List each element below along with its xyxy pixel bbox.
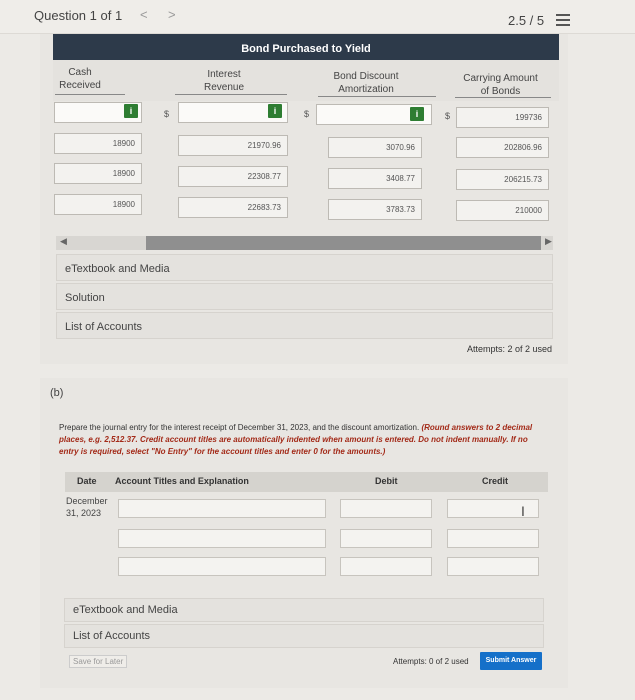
cash-cell[interactable]: 18900	[54, 133, 142, 154]
list-of-accounts-panel[interactable]: List of Accounts	[56, 312, 553, 339]
interest-cell[interactable]: 22683.73	[178, 197, 288, 218]
question-label: Question 1 of 1	[34, 8, 123, 23]
list-icon[interactable]	[556, 14, 570, 28]
debit-column-header: Debit	[375, 476, 398, 486]
top-bar	[0, 0, 635, 34]
info-icon[interactable]: i	[410, 107, 424, 121]
credit-input[interactable]	[447, 499, 539, 518]
currency-symbol: $	[304, 109, 310, 119]
credit-input[interactable]	[447, 529, 539, 548]
debit-input[interactable]	[340, 529, 432, 548]
attempts-text: Attempts: 0 of 2 used	[393, 657, 469, 666]
account-title-input[interactable]	[118, 557, 326, 576]
scroll-left-icon[interactable]: ◀	[60, 236, 67, 246]
divider	[55, 94, 125, 95]
amortization-cell[interactable]: 3408.77	[328, 168, 422, 189]
debit-input[interactable]	[340, 499, 432, 518]
debit-input[interactable]	[340, 557, 432, 576]
account-column-header: Account Titles and Explanation	[115, 476, 249, 486]
carrying-cell[interactable]: 199736	[456, 107, 549, 128]
journal-header	[65, 472, 548, 492]
submit-answer-button[interactable]: Submit Answer	[480, 652, 542, 670]
next-question-button[interactable]: >	[168, 7, 176, 22]
column-header-cash: Cash Received	[59, 67, 101, 91]
scrollbar-thumb[interactable]	[146, 236, 541, 250]
text-cursor-icon: I	[521, 503, 525, 519]
divider	[318, 96, 436, 97]
score-display: 2.5 / 5	[508, 13, 545, 28]
amortization-cell[interactable]: 3070.96	[328, 137, 422, 158]
divider	[455, 97, 551, 98]
etextbook-panel[interactable]: eTextbook and Media	[64, 598, 544, 622]
attempts-text: Attempts: 2 of 2 used	[467, 344, 553, 354]
column-header-interest: Interest Revenue	[203, 69, 245, 93]
prev-question-button[interactable]: <	[140, 7, 148, 22]
scroll-right-icon[interactable]: ▶	[545, 236, 552, 246]
carrying-cell[interactable]: 206215.73	[456, 169, 549, 190]
account-title-input[interactable]	[118, 499, 326, 518]
entry-date: December 31, 2023	[66, 496, 108, 518]
carrying-cell[interactable]: 202806.96	[456, 137, 549, 158]
date-column-header: Date	[77, 476, 97, 486]
column-header-carrying: Carrying Amount of Bonds	[463, 73, 538, 97]
column-header-amortization: Bond Discount Amortization	[333, 71, 399, 95]
etextbook-panel[interactable]: eTextbook and Media	[56, 254, 553, 281]
info-icon[interactable]: i	[124, 104, 138, 118]
interest-cell[interactable]: 22308.77	[178, 166, 288, 187]
currency-symbol: $	[164, 109, 170, 119]
account-title-input[interactable]	[118, 529, 326, 548]
instructions: Prepare the journal entry for the interest receipt of December 31, 2023, and the discount amortization. (Round answers to 2 decimal places, e.g. 2,512.37. Credit account titles are automatically indented when amount is entered. Do not indent manually. If no entry is required, select "No Entry" for the account titles and enter 0 for the amounts.)	[59, 423, 533, 456]
part-label: (b)	[50, 387, 64, 399]
solution-panel[interactable]: Solution	[56, 283, 553, 310]
cash-cell[interactable]: 18900	[54, 194, 142, 215]
interest-cell[interactable]: 21970.96	[178, 135, 288, 156]
cash-cell[interactable]: 18900	[54, 163, 142, 184]
info-icon[interactable]: i	[268, 104, 282, 118]
divider	[175, 94, 287, 95]
credit-column-header: Credit	[482, 476, 509, 486]
currency-symbol: $	[445, 111, 451, 121]
credit-input[interactable]	[447, 557, 539, 576]
carrying-cell[interactable]: 210000	[456, 200, 549, 221]
list-of-accounts-panel[interactable]: List of Accounts	[64, 624, 544, 648]
amortization-cell[interactable]: 3783.73	[328, 199, 422, 220]
save-for-later-button[interactable]: Save for Later	[69, 655, 127, 668]
table-title: Bond Purchased to Yield	[241, 43, 371, 55]
